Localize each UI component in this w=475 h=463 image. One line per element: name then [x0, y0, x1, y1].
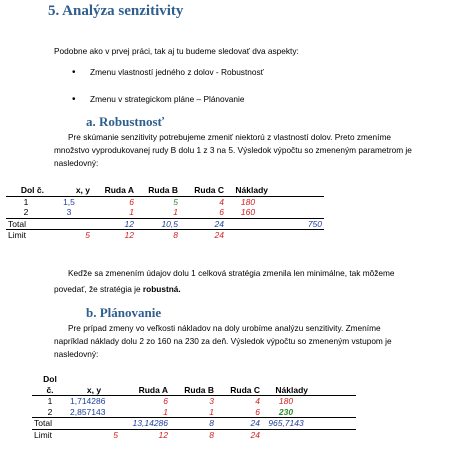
table-cell: 1 — [92, 207, 136, 218]
table-cell: 2,857143 — [68, 407, 120, 418]
table-cell: 24 — [214, 230, 224, 240]
table-header: Dol č. — [6, 185, 46, 196]
table-header: Ruda A — [120, 385, 170, 396]
table-cell: 6 — [180, 207, 226, 218]
table-cell: 5 — [113, 429, 118, 440]
table-row — [6, 196, 324, 207]
table-cell: 230 — [262, 407, 310, 418]
table-header: Ruda A — [92, 185, 136, 196]
table-cell: 1 — [136, 207, 180, 218]
table-cell: 6 — [129, 196, 134, 207]
subsection-title-plan: b. Plánovanie — [86, 305, 162, 320]
table-cell: 1 — [170, 407, 216, 418]
table-cell: Limit — [34, 429, 52, 440]
table-row — [6, 207, 324, 218]
bullet-icon: • — [72, 94, 76, 105]
table-row — [32, 396, 356, 407]
plan-paragraph-line: napríklad náklady dolu 2 zo 160 na 230 za deň. Výsledok výpočtu so zmeneným vstupom je — [54, 336, 392, 346]
table-header: Dol — [43, 374, 57, 384]
table-cell: 12 — [92, 218, 136, 230]
table-header: Náklady — [226, 185, 270, 196]
table-cell: 4 — [255, 396, 260, 406]
table-header: Náklady — [262, 385, 310, 396]
table-cell: 1,714286 — [70, 396, 106, 406]
table-header: x, y — [68, 385, 120, 396]
table-cell: 1 — [120, 407, 170, 418]
robust-paragraph-line: množstvo vyprodukovanej rudy B dolu 1 z 3 na 5. Výsledok výpočtu so zmeneným parametrom je — [54, 145, 412, 155]
table-cell: 180 — [240, 196, 256, 207]
bullet-text: Zmenu v strategickom pláne – Plánovanie — [90, 94, 245, 104]
plan-paragraph-line: nasledovný: — [54, 349, 99, 359]
table-row-limit — [32, 429, 356, 440]
subsection-title-robust: a. Robustnosť — [86, 114, 165, 129]
table-cell: 6 — [216, 407, 262, 418]
robust-conclusion-line: povedať, že stratégia je robustná. — [54, 284, 181, 294]
table-cell: 5 — [85, 230, 90, 240]
table-cell: 160 — [226, 207, 270, 218]
table-cell: 5 — [173, 196, 178, 207]
table-row-limit — [6, 230, 324, 241]
table-cell: 24 — [180, 218, 226, 230]
table-cell: 4 — [219, 196, 224, 207]
table-cell: 2 — [6, 207, 46, 218]
table-cell: 13,14286 — [120, 418, 170, 430]
table-cell: 3 — [209, 396, 214, 406]
bullet-item — [72, 66, 76, 80]
bullet-text: Zmenu vlastností jedného z dolov - Robustnosť — [90, 67, 264, 77]
table-cell: 8 — [173, 230, 178, 240]
table-cell: 1,5 — [63, 196, 75, 207]
table-header: x, y — [46, 185, 92, 196]
table-cell: Total — [32, 418, 68, 430]
table-cell: 750 — [270, 218, 324, 230]
intro-text: Podobne ako v prvej práci, tak aj tu budeme sledovať dva aspekty: — [54, 46, 299, 56]
table-header: Ruda C — [216, 385, 262, 396]
robust-paragraph-line: Pre skúmanie senzitivity potrebujeme zmeniť niektorú z vlastností dolov. Preto zmeníme — [68, 132, 391, 142]
table-header: Ruda B — [136, 185, 180, 196]
table-cell: 24 — [216, 418, 262, 430]
robust-table — [6, 185, 324, 241]
plan-paragraph-line: Pre prípad zmeny vo veľkosti nákladov na doly urobíme analýzu senzitivity. Zmeníme — [68, 323, 381, 333]
table-row-total — [32, 418, 356, 430]
table-cell: 965,7143 — [262, 418, 310, 430]
table-cell: 180 — [278, 396, 294, 406]
table-cell: 2 — [32, 407, 68, 418]
table-cell: 8 — [209, 429, 214, 440]
table-cell: 24 — [250, 429, 260, 440]
robust-conclusion-bold: robustná. — [142, 284, 181, 294]
table-header: Ruda C — [180, 185, 226, 196]
bullet-icon: • — [72, 67, 76, 78]
plan-table — [32, 374, 356, 440]
table-cell: 6 — [163, 396, 168, 406]
table-cell: 10,5 — [136, 218, 180, 230]
table-cell: 12 — [158, 429, 168, 440]
table-cell: 12 — [124, 230, 134, 240]
table-cell: 8 — [170, 418, 216, 430]
robust-paragraph-line: nasledovný: — [54, 158, 99, 168]
robust-conclusion-line: Keďže sa zmenením údajov dolu 1 celková stratégia zmenila len minimálne, tak môžeme — [68, 268, 395, 278]
table-header: č. — [32, 385, 68, 396]
table-header — [270, 185, 324, 196]
table-cell: 1 — [47, 396, 53, 406]
table-cell: Total — [6, 218, 46, 230]
bullet-item — [72, 93, 76, 107]
table-cell: Limit — [8, 230, 26, 240]
table-row — [32, 407, 356, 418]
table-cell: 3 — [46, 207, 92, 218]
table-cell: 1 — [23, 196, 29, 207]
table-row-total — [6, 218, 324, 230]
table-header: Ruda B — [170, 385, 216, 396]
section-title: 5. Analýza senzitivity — [48, 3, 184, 19]
